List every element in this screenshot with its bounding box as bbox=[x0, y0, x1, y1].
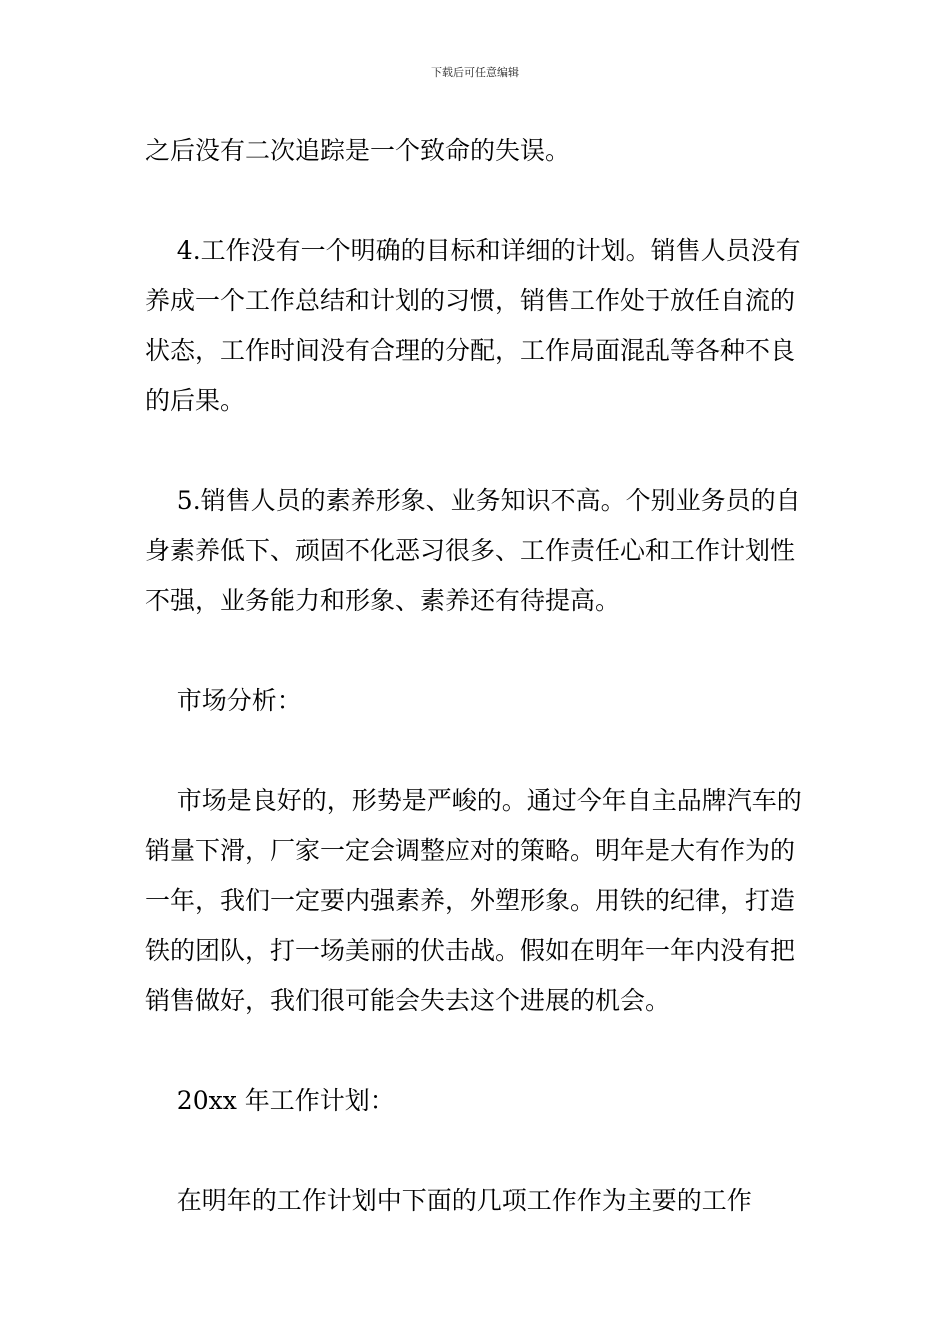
section-heading-market-analysis: 市场分析： bbox=[145, 686, 302, 715]
paragraph-continuation: 之后没有二次追踪是一个致命的失误。 bbox=[145, 136, 571, 165]
page-header: 下载后可任意编辑 bbox=[431, 66, 519, 79]
paragraph-spacer bbox=[145, 726, 810, 776]
paragraph-market-analysis: 市场是良好的，形势是严峻的。通过今年自主品牌汽车的销量下滑，厂家一定会调整应对的策略。明年是大有作为的一年，我们一定要内强素养，外塑形象。用铁的纪律，打造铁的团队，打一场美丽的伏击战。假如在明年一年内没有把销售做好，我们很可能会失去这个进展的机会。 bbox=[145, 786, 802, 1015]
paragraph-spacer bbox=[145, 626, 810, 676]
document-body bbox=[145, 126, 810, 1226]
paragraph-spacer bbox=[145, 426, 810, 476]
paragraph-item-5: 5.销售人员的素养形象、业务知识不高。个别业务员的自身素养低下、顽固不化恶习很多、工作责任心和工作计划性不强，业务能力和形象、素养还有待提高。 bbox=[145, 486, 801, 615]
section-heading-work-plan: 20xx 年工作计划： bbox=[145, 1086, 395, 1115]
paragraph-item-4: 4.工作没有一个明确的目标和详细的计划。销售人员没有养成一个工作总结和计划的习惯，销售工作处于放任自流的状态，工作时间没有合理的分配，工作局面混乱等各种不良的后果。 bbox=[145, 236, 801, 415]
paragraph-work-plan: 在明年的工作计划中下面的几项工作作为主要的工作 bbox=[145, 1186, 752, 1215]
paragraph-spacer bbox=[145, 1126, 810, 1176]
paragraph-spacer bbox=[145, 176, 810, 226]
paragraph-spacer bbox=[145, 1026, 810, 1076]
